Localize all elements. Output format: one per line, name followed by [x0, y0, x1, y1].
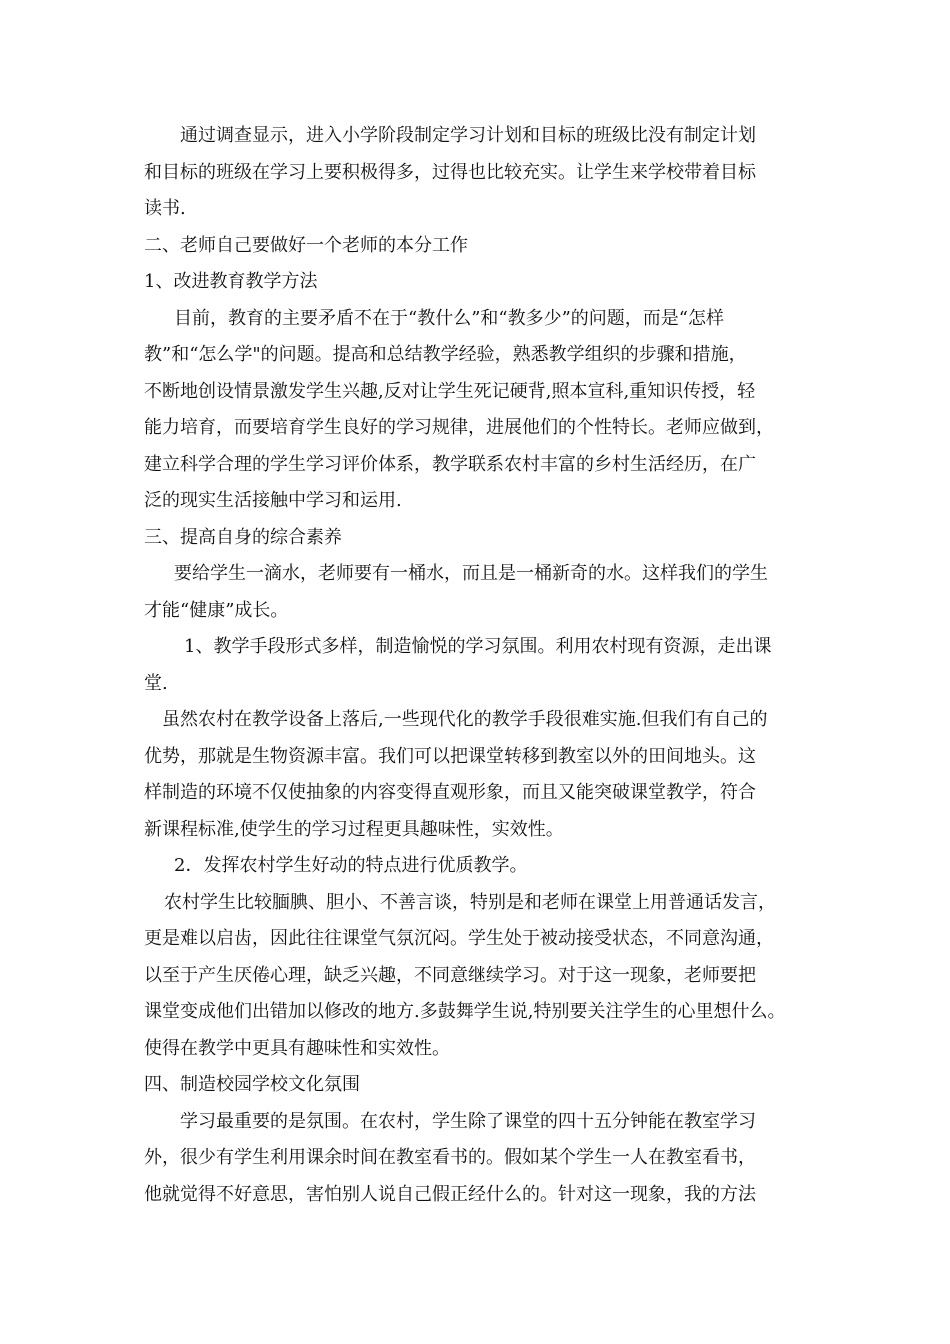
- text-line: 使得在教学中更具有趣味性和实效性。: [144, 1037, 450, 1059]
- document-body: [144, 118, 824, 1213]
- text-line: 三、提高自身的综合素养: [144, 526, 342, 548]
- text-line: 读书.: [144, 198, 186, 219]
- text-line: 他就觉得不好意思，害怕别人说自己假正经什么的。针对这一现象，我的方法: [144, 1183, 756, 1205]
- text-line: 和目标的班级在学习上要积极得多，过得也比较充实。让学生来学校带着目标: [144, 161, 756, 183]
- text-line: 1、教学手段形式多样，制造愉悦的学习氛围。利用农村现有资源，走出课: [184, 636, 772, 657]
- text-line: 要给学生一滴水，老师要有一桶水，而且是一桶新奇的水。这样我们的学生: [174, 563, 768, 584]
- text-line: 学习最重要的是氛围。在农村，学生除了课堂的四十五分钟能在教室学习: [180, 1110, 756, 1132]
- text-line: 通过调查显示，进入小学阶段制定学习计划和目标的班级比没有制定计划: [180, 125, 756, 146]
- text-line: 外，很少有学生利用课余时间在教室看书的。假如某个学生一人在教室看书，: [144, 1147, 756, 1168]
- text-line: 能力培育，而要培育学生良好的学习规律，进展他们的个性特长。老师应做到，: [144, 417, 774, 438]
- text-line: 建立科学合理的学生学习评价体系，教学联系农村丰富的乡村生活经历，在广: [144, 453, 756, 475]
- text-line: 优势，那就是生物资源丰富。我们可以把课堂转移到教室以外的田间地头。这: [144, 745, 756, 767]
- text-line: 2．发挥农村学生好动的特点进行优质教学。: [174, 855, 528, 876]
- text-line: 以至于产生厌倦心理，缺乏兴趣，不同意继续学习。对于这一现象，老师要把: [144, 964, 756, 986]
- text-line: 更是难以启齿，因此往往课堂气氛沉闷。学生处于被动接受状态，不同意沟通，: [144, 928, 774, 949]
- text-line: 不断地创设情景激发学生兴趣,反对让学生死记硬背,照本宣科,重知识传授，轻: [144, 380, 756, 402]
- text-line: 泛的现实生活接触中学习和运用.: [144, 490, 402, 511]
- text-line: 二、老师自己要做好一个老师的本分工作: [144, 234, 468, 256]
- text-line: 堂.: [144, 672, 168, 694]
- text-line: 教”和“怎么学"的问题。提高和总结教学经验，熟悉教学组织的步骤和措施，: [144, 344, 747, 365]
- text-line: 农村学生比较腼腆、胆小、不善言谈，特别是和老师在课堂上用普通话发言，: [164, 891, 776, 913]
- text-line: 样制造的环境不仅使抽象的内容变得直观形象，而且又能突破课堂教学，符合: [144, 782, 756, 803]
- text-line: 才能“健康”成长。: [144, 599, 289, 621]
- text-line: 1、改进教育教学方法: [144, 271, 318, 292]
- text-line: 四、制造校园学校文化氛围: [144, 1074, 360, 1095]
- text-line: 目前，教育的主要矛盾不在于“教什么”和“教多少”的问题，而是“怎样: [174, 307, 725, 329]
- text-line: 虽然农村在教学设备上落后,一些现代化的教学手段很难实施.但我们有自己的: [162, 709, 768, 730]
- text-line: 课堂变成他们出错加以修改的地方.多鼓舞学生说,特别要关注学生的心里想什么。: [144, 1001, 786, 1022]
- text-line: 新课程标准,使学生的学习过程更具趣味性，实效性。: [144, 818, 564, 840]
